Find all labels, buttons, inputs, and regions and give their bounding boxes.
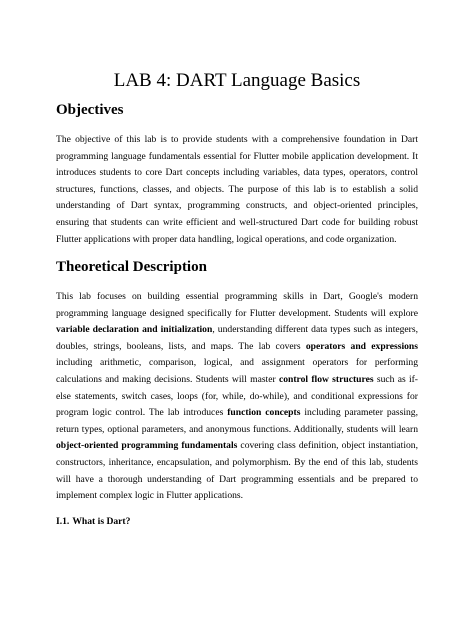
section-heading-what-is-dart: [56, 514, 130, 530]
theory-text-1: This lab focuses on building essential programming skills in Dart, Google's modern programming language designed specifically for Flutter development. Students will explore: [56, 291, 418, 319]
theory-bold-variables: variable declaration and initialization: [56, 324, 213, 336]
section-title: What is Dart?: [72, 516, 131, 527]
theory-bold-operators: operators and expressions: [305, 340, 418, 352]
theory-text-3: including arithmetic, comparison, logical, and assignment operators for performing calculations and making decisions. Students will master: [56, 357, 418, 385]
theory-text-6: covering class definition, object instantiation, constructors, inheritance, encapsulation, and polymorphism. By the end of this lab, students will have a thorough understanding of Dart programming essentials and be prepared to implement complex logic in Flutter applications.: [56, 440, 418, 502]
theory-bold-oop: object-oriented programming fundamentals: [56, 440, 238, 452]
theory-heading: Theoretical Description: [56, 259, 207, 275]
theory-text-4: such as if-else statements, switch cases, loops (for, while, do-while), and conditional expressions for program logic control. The lab introduces: [56, 373, 418, 419]
theory-paragraph: [56, 289, 418, 505]
objectives-paragraph: The objective of this lab is to provide students with a comprehensive foundation in Dart programming language fundamentals essential for Flutter mobile application development. It introduces students to core Dart concepts including variables, data types, operators, control structures, functions, classes, and objects. The purpose of this lab is to establish a solid understanding of Dart syntax, programming constructs, and object-oriented principles, ensuring that students can write efficient and well-structured Dart code for building robust Flutter applications with proper data handling, logical operations, and code organization.: [56, 134, 418, 245]
theory-bold-control-flow: control flow structures: [278, 373, 374, 385]
page-title: LAB 4: DART Language Basics: [113, 70, 361, 91]
theory-text-2: , understanding different data types such as integers, doubles, strings, booleans, lists, and maps. The lab covers: [56, 324, 418, 352]
section-number: I.1.: [56, 516, 70, 527]
theory-text-5: including parameter passing, return types, optional parameters, and anonymous functions. Additionally, students will learn: [56, 407, 418, 435]
objectives-heading: Objectives: [56, 102, 124, 118]
theory-bold-functions: function concepts: [227, 407, 301, 419]
